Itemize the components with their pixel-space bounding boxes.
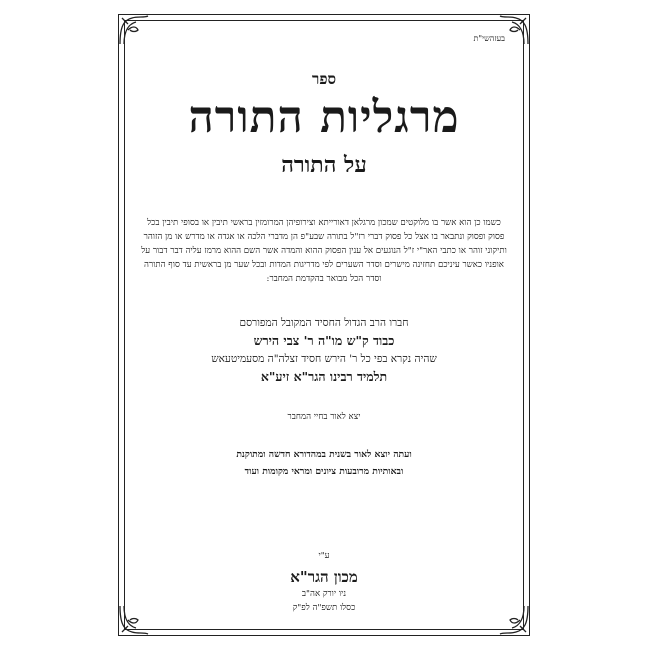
author-line-2: כבוד ק"ש מו"ה ר' צבי הירש	[253, 333, 395, 348]
edition-line-1: ועתה יוצא לאור בשנית במהדורא חדשה ומתוקנת	[236, 449, 412, 460]
published-note: יצא לאור בחיי המחבר	[287, 412, 361, 422]
publisher-name: מכון הגר"א	[290, 568, 358, 586]
edition-block	[135, 446, 513, 480]
description-paragraph: כשמו כן הוא אשר בו מלוקטים שמכון מרגלאן דאורייתא וצירופיהן המרומזין בראשי תיבין או בסופי תיבין בכל פסוק ופסוק ונתבאר בו אצל כל פסוק דברי רז"ל בתורה שבע"פ הן מדברי הלכה או אגדה או מדרש או מן הזוהר ותיקוני זוהר או כתבי האר"י ז"ל הנוגעים אל ענין הפסוק ההוא והמדה אשר השם ההוא מרמז עליה דבר דבור על אופניו כאשר עיניכם תחזינה מישרים וסדר השערים לפי מדריגות המדות ובכל שער מן בראשית עד סוף התורה וסדר הכל מבואר בהקדמת המחבר:	[141, 218, 507, 284]
book-title: מרגליות התורה	[188, 92, 460, 143]
edition-line-2: ובאותיות מרובעות ציונים ומראי מקומות ועוד	[244, 466, 404, 477]
publisher-place: ניו יורק אה"ב	[301, 589, 347, 599]
sefer-label: ספר	[311, 70, 337, 88]
by-label: ע"י	[318, 551, 330, 561]
title-page	[135, 28, 513, 623]
book-subtitle: על התורה	[281, 152, 367, 178]
publication-year: כסלו תשפ"ה לפ"ק	[292, 603, 356, 613]
author-line-3: שהיה נקרא בפי כל ר' הירש חסיד זצלה"ה מסעמיטעאש	[211, 353, 437, 365]
author-block	[135, 314, 513, 386]
author-line-1: חברו הרב הגדול החסיד המקובל המפורסם	[239, 317, 409, 329]
header-bs: בעזהשי"ת	[473, 34, 505, 43]
author-line-4: תלמיד רבינו הגר"א זיע"א	[260, 369, 388, 384]
